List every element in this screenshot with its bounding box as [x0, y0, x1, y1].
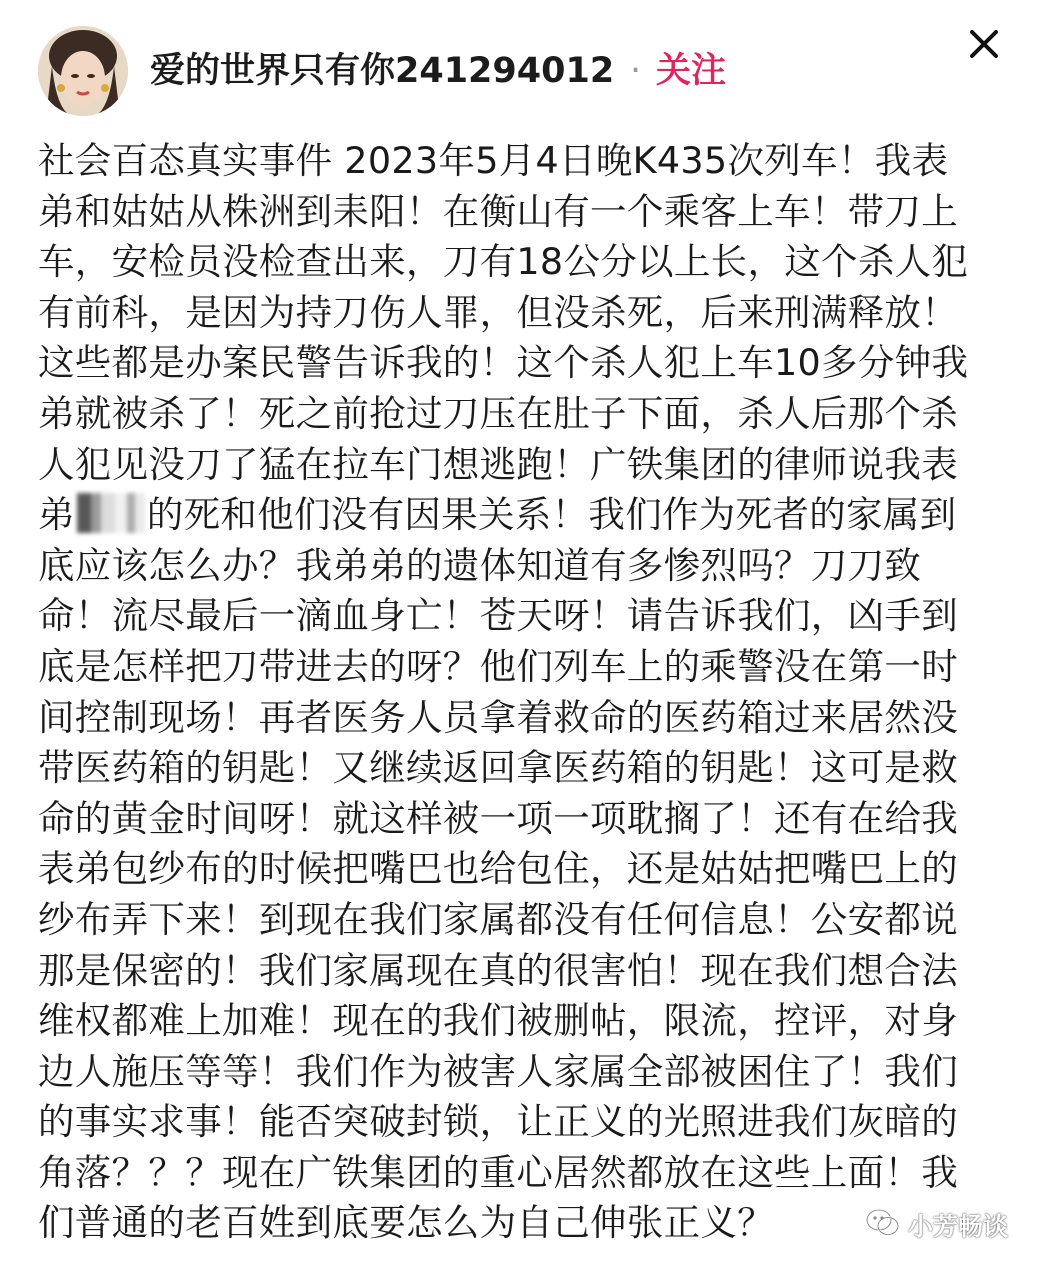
- watermark-text: 小芳畅谈: [908, 1212, 1009, 1241]
- post-line: 人犯见没刀了猛在拉车门想逃跑！广铁集团的律师说我表: [38, 442, 958, 486]
- post-line: 们普通的老百姓到底要怎么为自己伸张正义？: [38, 1201, 774, 1245]
- post-line: 纱布弄下来！到现在我们家属都没有任何信息！公安都说: [38, 897, 958, 941]
- wechat-icon: [866, 1208, 900, 1242]
- post-line: 表弟包纱布的时候把嘴巴也给包住，还是姑姑把嘴巴上的: [38, 847, 958, 891]
- post-line: 底应该怎么办？我弟弟的遗体知道有多惨烈吗？刀刀致: [38, 543, 922, 587]
- watermark: [866, 1208, 1008, 1242]
- post-line: 命的黄金时间呀！就这样被一项一项耽搁了！还有在给我: [38, 796, 958, 840]
- follow-button[interactable]: 关注: [656, 51, 727, 91]
- post-line: 有前科，是因为持刀伤人罪，但没杀死，后来刑满释放！: [38, 290, 958, 334]
- post-line: 命！流尽最后一滴血身亡！苍天呀！请告诉我们，凶手到: [38, 594, 958, 638]
- post-line: 维权都难上加难！现在的我们被删帖，限流，控评，对身: [38, 999, 958, 1043]
- post-line: 边人施压等等！我们作为被害人家属全部被困住了！我们: [38, 1049, 958, 1093]
- post-header: [38, 26, 1000, 118]
- redaction-mosaic: [77, 493, 145, 533]
- post-line-with-redaction: [38, 490, 1000, 541]
- post-line: 弟就被杀了！死之前抢过刀压在肚子下面，杀人后那个杀: [38, 391, 958, 435]
- post-line-rest: 的死和他们没有因果关系！我们作为死者的家属到: [146, 493, 957, 537]
- post-body: [38, 136, 1000, 1249]
- post-line: 角落？？？现在广铁集团的重心居然都放在这些上面！我: [38, 1150, 958, 1194]
- username[interactable]: 爱的世界只有你241294012: [150, 51, 615, 91]
- separator-dot: ·: [630, 51, 642, 91]
- avatar[interactable]: [38, 26, 128, 116]
- post-line: 带医药箱的钥匙！又继续返回拿医药箱的钥匙！这可是救: [38, 746, 958, 790]
- post-line-start: 弟: [38, 493, 75, 537]
- post-line: 车，安检员没检查出来，刀有18公分以上长，这个杀人犯: [38, 240, 969, 284]
- post-line: 那是保密的！我们家属现在真的很害怕！现在我们想合法: [38, 948, 958, 992]
- post-line: 间控制现场！再者医务人员拿着救命的医药箱过来居然没: [38, 695, 958, 739]
- post-line: 这些都是办案民警告诉我的！这个杀人犯上车10多分钟我: [38, 341, 969, 385]
- post-line: 的事实求事！能否突破封锁，让正义的光照进我们灰暗的: [38, 1100, 958, 1144]
- post-line: 弟和姑姑从株洲到耒阳！在衡山有一个乘客上车！带刀上: [38, 189, 958, 233]
- post-line: 底是怎样把刀带进去的呀？他们列车上的乘警没在第一时: [38, 644, 958, 688]
- close-icon[interactable]: [966, 26, 1002, 62]
- post-line: 社会百态真实事件 2023年5月4日晚K435次列车！我表: [38, 139, 949, 182]
